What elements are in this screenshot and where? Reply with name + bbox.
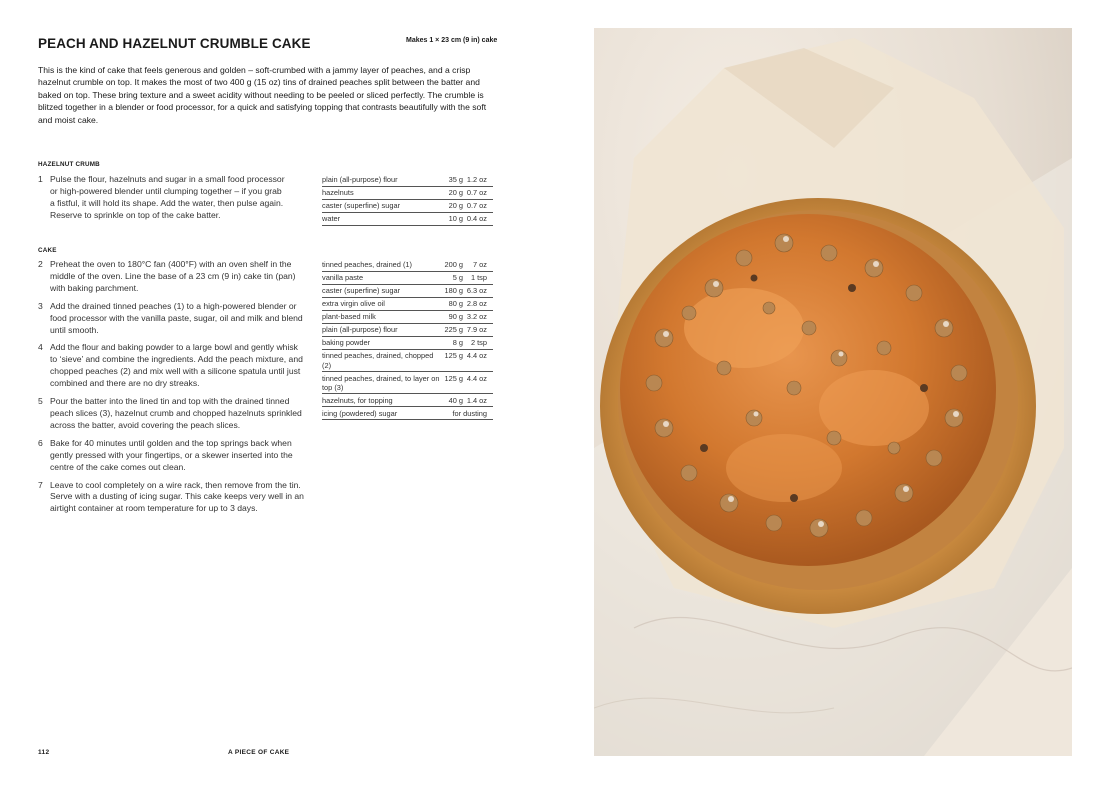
step-number: 2 (38, 259, 43, 269)
method-step (38, 480, 306, 516)
ingredient-name: caster (superfine) sugar (322, 285, 445, 298)
ingredient-metric: 200 g (445, 259, 464, 272)
ingredient-metric: 8 g (445, 337, 464, 350)
ingredient-imperial: 4.4 oz (463, 350, 493, 372)
ingredient-imperial: 6.3 oz (463, 285, 493, 298)
ingredient-name: water (322, 213, 442, 226)
step-text: Bake for 40 minutes until golden and the top springs back when gently pressed with your fingertips, or a skewer inserted into the centre of the cake comes out clean. (50, 437, 293, 472)
step-text: Pulse the flour, hazelnuts and sugar in a small food processor or high-powered blender until clumping together – if you grab a fistful, it will hold its shape. Add the water, then pulse again. Reserve to sprinkle on top of the cake batter. (50, 174, 285, 220)
ingredient-row (322, 372, 493, 394)
ingredient-imperial: 0.7 oz (463, 187, 493, 200)
ingredient-name: plain (all-purpose) flour (322, 324, 445, 337)
ingredient-imperial: 3.2 oz (463, 311, 493, 324)
cake-photo-illustration (594, 28, 1072, 756)
ingredient-metric: 125 g (445, 350, 464, 372)
ingredient-name: plain (all-purpose) flour (322, 174, 442, 187)
ingredient-imperial: 2.8 oz (463, 298, 493, 311)
ingredient-imperial: 7 oz (463, 259, 493, 272)
ingredient-name: plant-based milk (322, 311, 445, 324)
ingredient-row (322, 394, 493, 407)
ingredient-metric: 35 g (442, 174, 464, 187)
ingredient-name: vanilla paste (322, 272, 445, 285)
ingredient-row (322, 337, 493, 350)
ingredient-imperial: 0.7 oz (463, 200, 493, 213)
ingredient-imperial: 1.2 oz (463, 174, 493, 187)
method-step (38, 301, 306, 337)
running-title: A PIECE OF CAKE (228, 749, 290, 756)
ingredient-name: hazelnuts, for topping (322, 394, 445, 407)
ingredient-row (322, 200, 493, 213)
ingredient-imperial: 4.4 oz (463, 372, 493, 394)
ingredient-row (322, 285, 493, 298)
method-step (38, 174, 288, 222)
ingredient-name: baking powder (322, 337, 445, 350)
recipe-title: PEACH AND HAZELNUT CRUMBLE CAKE (38, 36, 311, 51)
step-number: 3 (38, 300, 43, 311)
ingredient-metric: 5 g (445, 272, 464, 285)
ingredient-metric: 80 g (445, 298, 464, 311)
step-text: Add the flour and baking powder to a large bowl and gently whisk to ‘sieve’ and combine the ingredients. Add the peach mixture, and chopped peaches (2) and mix well with a silicone spatula until just combined and there are no dry streaks. (50, 342, 303, 389)
ingredient-row (322, 272, 493, 285)
ingredient-metric: 20 g (442, 200, 464, 213)
recipe-yield: Makes 1 × 23 cm (9 in) cake (406, 37, 498, 44)
ingredient-name: icing (powdered) sugar (322, 407, 445, 420)
ingredient-metric: 10 g (442, 213, 464, 226)
method-step (38, 438, 306, 474)
ingredient-name: extra virgin olive oil (322, 298, 445, 311)
step-text: Pour the batter into the lined tin and top with the drained tinned peach slices (3), hazelnut crumb and chopped hazelnuts sprinkled across the batter, avoid covering the peach slices. (50, 396, 302, 430)
ingredient-row (322, 187, 493, 200)
crumb-ingredient-table (322, 174, 493, 226)
cake-ingredient-table (322, 259, 493, 420)
ingredient-name: tinned peaches, drained, chopped (2) (322, 350, 445, 372)
step-number: 4 (38, 342, 43, 353)
ingredient-name: tinned peaches, drained (1) (322, 259, 445, 272)
ingredient-imperial: 7.9 oz (463, 324, 493, 337)
ingredient-metric: 40 g (445, 394, 464, 407)
ingredient-imperial: 0.4 oz (463, 213, 493, 226)
ingredient-row (322, 350, 493, 372)
ingredient-row (322, 259, 493, 272)
crumb-method-steps (38, 174, 288, 228)
ingredient-name: hazelnuts (322, 187, 442, 200)
step-number: 7 (38, 479, 43, 490)
ingredient-imperial: 1.4 oz (463, 394, 493, 407)
recipe-intro: This is the kind of cake that feels generous and golden – soft-crumbed with a jammy layer of peaches, and a crisp hazelnut crumble on top. It makes the most of two 400 g (15 oz) tins of drained peaches split between the batter and baked on top. These bring texture and a sweet acidity without needing to be peeled or sliced perfectly. The crumble is blitzed together in a blender or food processor, for a quick and satisfying topping that contrasts beautifully with the soft and moist cake. (38, 65, 487, 125)
ingredient-imperial: 2 tsp (463, 337, 493, 350)
method-step (38, 259, 306, 295)
ingredient-imperial: 1 tsp (463, 272, 493, 285)
method-step (38, 342, 306, 390)
step-text: Add the drained tinned peaches (1) to a high-powered blender or food processor with the vanilla paste, sugar, oil and milk and blend until smooth. (50, 300, 303, 335)
section-heading-hazelnut-crumb: HAZELNUT CRUMB (38, 161, 100, 168)
ingredient-row (322, 311, 493, 324)
step-number: 5 (38, 396, 43, 407)
ingredient-row (322, 174, 493, 187)
ingredient-name: caster (superfine) sugar (322, 200, 442, 213)
ingredient-metric: for dusting (445, 407, 494, 420)
ingredient-metric: 90 g (445, 311, 464, 324)
ingredient-metric: 20 g (442, 187, 464, 200)
ingredient-row (322, 324, 493, 337)
step-text: Preheat the oven to 180°C fan (400°F) with an oven shelf in the middle of the oven. Line the base of a 23 cm (9 in) cake tin (pan) with baking parchment. (50, 259, 296, 293)
ingredient-row (322, 407, 493, 420)
section-heading-cake: CAKE (38, 247, 57, 254)
cake-method-steps (38, 259, 306, 521)
ingredient-metric: 225 g (445, 324, 464, 337)
ingredient-name: tinned peaches, drained, to layer on top (3) (322, 372, 445, 394)
ingredient-row (322, 298, 493, 311)
ingredient-metric: 125 g (445, 372, 464, 394)
ingredient-metric: 180 g (445, 285, 464, 298)
step-text: Leave to cool completely on a wire rack, then remove from the tin. Serve with a dusting of icing sugar. This cake keeps very well in an airtight container at room temperature for up to 3 days. (50, 479, 304, 514)
page-number: 112 (38, 749, 50, 756)
step-number: 1 (38, 174, 43, 184)
method-step (38, 396, 306, 432)
ingredient-row (322, 213, 493, 226)
cake-photo (594, 28, 1072, 756)
step-number: 6 (38, 437, 43, 448)
